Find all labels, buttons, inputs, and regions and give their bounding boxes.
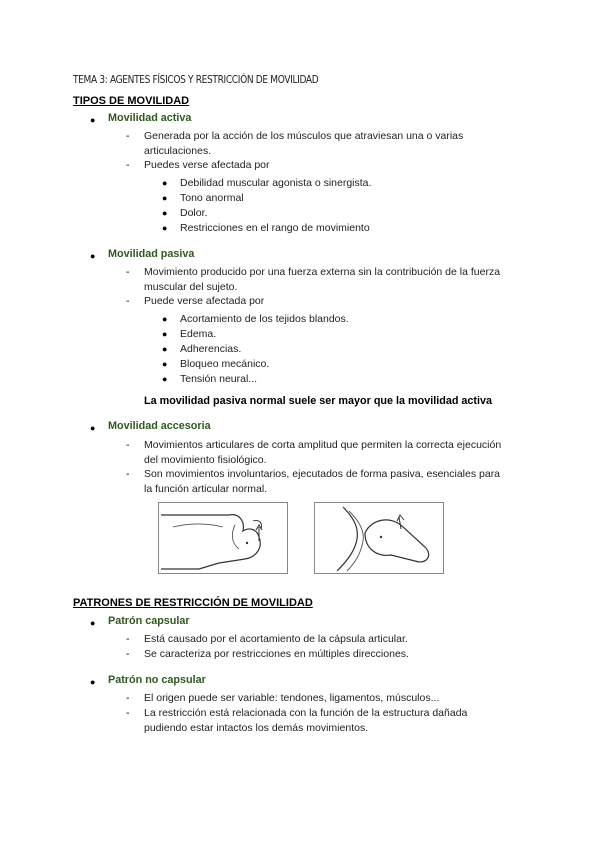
list-item: Debilidad muscular agonista o sinergista. bbox=[180, 177, 372, 189]
bullet-icon: ● bbox=[162, 359, 168, 369]
dash-icon: - bbox=[126, 159, 130, 171]
document-title: TEMA 3: AGENTES FÍSICOS Y RESTRICCIÓN DE MOVILIDAD bbox=[73, 74, 319, 86]
bullet-icon: ● bbox=[162, 193, 168, 203]
list-item: Edema. bbox=[180, 328, 217, 340]
text-line: Generada por la acción de los músculos que atraviesan una o varias bbox=[144, 130, 464, 142]
bullet-icon: ● bbox=[90, 618, 96, 628]
bullet-icon: ● bbox=[162, 208, 168, 218]
text-line: muscular del sujeto. bbox=[144, 281, 238, 293]
dash-icon: - bbox=[126, 468, 130, 480]
list-item: Adherencias. bbox=[180, 343, 242, 355]
subheading-movilidad-pasiva: Movilidad pasiva bbox=[108, 248, 195, 260]
joint-illustration-left bbox=[158, 502, 288, 574]
text-line: Puede verse afectada por bbox=[144, 295, 265, 307]
bullet-icon: ● bbox=[90, 251, 96, 261]
text-line: Movimiento producido por una fuerza externa sin la contribución de la fuerza bbox=[144, 266, 501, 278]
bullet-icon: ● bbox=[90, 677, 96, 687]
subheading-movilidad-accesoria: Movilidad accesoria bbox=[108, 420, 211, 432]
text-line: Se caracteriza por restricciones en múltiples direcciones. bbox=[144, 648, 409, 660]
list-item: Tensión neural... bbox=[180, 373, 258, 385]
text-line: del movimiento fisiológico. bbox=[144, 454, 267, 466]
bullet-icon: ● bbox=[90, 423, 96, 433]
text-line: articulaciones. bbox=[144, 145, 212, 157]
list-item: Dolor. bbox=[180, 207, 208, 219]
highlight-note: La movilidad pasiva normal suele ser mayor que la movilidad activa bbox=[144, 395, 493, 407]
section-heading-tipos: TIPOS DE MOVILIDAD bbox=[73, 95, 190, 107]
text-line: Puedes verse afectada por bbox=[144, 159, 270, 171]
list-item: Acortamiento de los tejidos blandos. bbox=[180, 313, 349, 325]
bullet-icon: ● bbox=[162, 344, 168, 354]
dash-icon: - bbox=[126, 295, 130, 307]
bullet-icon: ● bbox=[90, 115, 96, 125]
text-line: la función articular normal. bbox=[144, 483, 268, 495]
joint-illustration-right bbox=[314, 502, 444, 574]
dash-icon: - bbox=[126, 130, 130, 142]
section-heading-patrones: PATRONES DE RESTRICCIÓN DE MOVILIDAD bbox=[73, 597, 313, 609]
joint-sketch-right bbox=[315, 503, 443, 573]
text-line: Está causado por el acortamiento de la cápsula articular. bbox=[144, 633, 408, 645]
dash-icon: - bbox=[126, 692, 130, 704]
dash-icon: - bbox=[126, 266, 130, 278]
bullet-icon: ● bbox=[162, 374, 168, 384]
dash-icon: - bbox=[126, 648, 130, 660]
subheading-patron-no-capsular: Patrón no capsular bbox=[108, 674, 206, 686]
bullet-icon: ● bbox=[162, 178, 168, 188]
bullet-icon: ● bbox=[162, 329, 168, 339]
subheading-patron-capsular: Patrón capsular bbox=[108, 615, 190, 627]
dash-icon: - bbox=[126, 439, 130, 451]
bullet-icon: ● bbox=[162, 223, 168, 233]
text-line: pudiendo estar intactos los demás movimientos. bbox=[144, 722, 369, 734]
text-line: Movimientos articulares de corta amplitud que permiten la correcta ejecución bbox=[144, 439, 502, 451]
list-item: Bloqueo mecánico. bbox=[180, 358, 270, 370]
bullet-icon: ● bbox=[162, 314, 168, 324]
text-line: Son movimientos involuntarios, ejecutados de forma pasiva, esenciales para bbox=[144, 468, 501, 480]
list-item: Restricciones en el rango de movimiento bbox=[180, 222, 370, 234]
dash-icon: - bbox=[126, 707, 130, 719]
text-line: La restricción está relacionada con la función de la estructura dañada bbox=[144, 707, 468, 719]
subheading-movilidad-activa: Movilidad activa bbox=[108, 112, 192, 124]
dash-icon: - bbox=[126, 633, 130, 645]
joint-sketch-left bbox=[159, 503, 287, 573]
list-item: Tono anormal bbox=[180, 192, 244, 204]
text-line: El origen puede ser variable: tendones, ligamentos, músculos... bbox=[144, 692, 440, 704]
